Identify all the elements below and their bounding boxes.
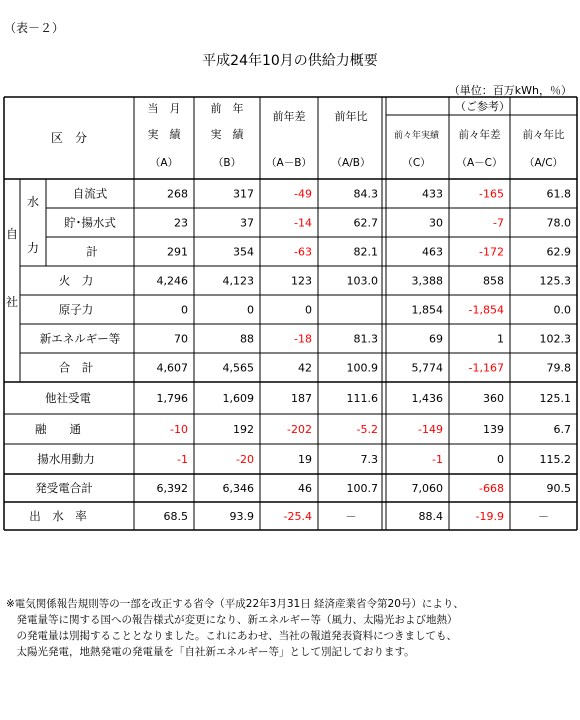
- row-label: 他社受電: [45, 391, 91, 405]
- table-cell: 360: [483, 392, 504, 405]
- table-cell: 90.5: [546, 482, 571, 495]
- row-label: 自流式: [72, 186, 108, 201]
- table-cell: 123: [291, 274, 312, 288]
- table-cell: -19.9: [475, 510, 504, 523]
- document-title: 平成24年10月の供給力概要: [202, 53, 378, 69]
- table-cell: 103.0: [346, 274, 378, 288]
- group-label-sui: 水: [26, 195, 40, 209]
- table-cell: 88: [240, 332, 254, 346]
- table-cell: -1: [432, 453, 443, 466]
- table-cell: 42: [298, 361, 312, 375]
- table-cell: 291: [167, 245, 188, 259]
- row-label: 貯･揚水式: [64, 215, 116, 230]
- table-cell: 68.5: [163, 510, 188, 523]
- table-cell: 111.6: [346, 392, 378, 405]
- table-cell: 1,796: [156, 392, 188, 405]
- table-cell: 1: [497, 332, 504, 346]
- table-cell: 46: [298, 482, 312, 495]
- table-cell: 433: [422, 187, 443, 201]
- row-label: 出 水 率: [29, 509, 87, 523]
- table-cell: 79.8: [546, 361, 571, 375]
- row-label: 新エネルギー等: [39, 331, 121, 346]
- table-cell: 62.9: [546, 245, 571, 259]
- table-cell: -14: [294, 216, 312, 230]
- row-label: 揚水用動力: [37, 452, 95, 466]
- row-label: 合 計: [58, 360, 94, 375]
- table-cell: 3,388: [411, 274, 443, 288]
- header-col-line3: （A－B）: [266, 157, 312, 169]
- table-cell: 7.3: [360, 453, 378, 466]
- header-col-line3: （B）: [212, 157, 242, 169]
- table-cell: -149: [418, 423, 443, 436]
- table-cell: 192: [233, 423, 254, 436]
- table-cell: 5,774: [411, 361, 443, 375]
- header-col-line1: 前々年比: [522, 129, 565, 141]
- footnote-line: 発電量等に関する国への報告様式が変更になり、新エネルギー等（風力、太陽光および地熱）: [6, 614, 458, 626]
- table-cell: 6,392: [156, 482, 188, 495]
- table-cell: 0: [181, 303, 188, 317]
- table-cell: -49: [294, 187, 312, 201]
- header-col-line1: 前々年差: [458, 129, 501, 141]
- table-cell: 187: [291, 392, 312, 405]
- table-cell: -1: [177, 453, 188, 466]
- table-cell: 0: [247, 303, 254, 317]
- table-cell: 4,246: [156, 274, 188, 288]
- row-label: 融 通: [35, 422, 81, 436]
- header-col-line3: （A－C）: [456, 157, 503, 169]
- table-cell: 0.0: [553, 303, 571, 317]
- header-sankou: （ご参考）: [455, 100, 510, 113]
- header-col-line3: （A/C）: [523, 157, 564, 169]
- header-col-line1: 当 月: [147, 102, 181, 115]
- table-cell: 1,609: [222, 392, 254, 405]
- table-cell: -18: [294, 332, 312, 346]
- table-cell: 61.8: [546, 187, 571, 201]
- table-cell: -5.2: [356, 423, 378, 436]
- footnote: [6, 596, 574, 660]
- row-label: 発受電合計: [35, 481, 93, 495]
- header-col-line3: （A/B）: [331, 157, 371, 169]
- table-cell: 78.0: [546, 216, 571, 230]
- table-cell: 4,565: [222, 361, 254, 375]
- group-label-ryoku: 力: [26, 241, 40, 255]
- table-label: （表－２）: [4, 21, 65, 35]
- table-cell: 139: [483, 423, 504, 436]
- table-cell: －: [345, 510, 357, 523]
- table-cell: 354: [233, 245, 254, 259]
- table-cell: 30: [429, 216, 443, 230]
- row-label: 計: [86, 244, 98, 259]
- table-cell: 62.7: [353, 216, 378, 230]
- table-cell: 6.7: [553, 423, 571, 436]
- group-label-jisha: 自: [5, 227, 19, 241]
- table-cell: -1,854: [468, 303, 504, 317]
- table-cell: 6,346: [222, 482, 254, 495]
- table-cell: 125.3: [539, 274, 571, 288]
- table-cell: -165: [479, 187, 504, 201]
- header-col-line3: （A）: [149, 157, 179, 169]
- table-cell: 463: [422, 245, 443, 259]
- footnote-line: の発電量は別掲することとなりました。これにあわせ、当社の報道発表資料につきましても、: [6, 630, 457, 642]
- header-col-line1: 前年差: [272, 110, 306, 123]
- table-cell: 1,854: [411, 303, 443, 317]
- table-cell: -20: [236, 453, 254, 466]
- table-cell: 7,060: [411, 482, 443, 495]
- table-cell: -172: [479, 245, 504, 259]
- table-cell: 317: [233, 187, 254, 201]
- table-cell: 4,123: [222, 274, 254, 288]
- table-cell: 268: [167, 187, 188, 201]
- table-cell: 1,436: [411, 392, 443, 405]
- table-cell: 115.2: [539, 453, 571, 466]
- table-cell: 70: [174, 332, 188, 346]
- row-label: 原子力: [58, 302, 94, 317]
- table-cell: -10: [170, 423, 188, 436]
- table-cell: -25.4: [283, 510, 312, 523]
- table-cell: 88.4: [418, 510, 443, 523]
- header-kubun: 区 分: [50, 131, 88, 145]
- header-col-line1: 前々年実績: [393, 131, 440, 141]
- table-cell: －: [538, 510, 549, 523]
- unit-note: （単位：百万kWh，％）: [448, 84, 572, 97]
- header-col-line3: （C）: [402, 157, 431, 169]
- table-cell: 102.3: [539, 332, 571, 346]
- row-label: 火 力: [58, 273, 94, 288]
- table-cell: -7: [493, 216, 504, 230]
- header-col-line2: 実 績: [147, 128, 181, 141]
- table-cell: 0: [305, 303, 312, 317]
- table-cell: 69: [429, 332, 443, 346]
- table-cell: -1,167: [468, 361, 504, 375]
- table-cell: 0: [497, 453, 504, 466]
- footnote-line: ※電気関係報告規則等の一部を改正する省令（平成22年3月31日 経済産業省令第20号）により、: [6, 598, 464, 610]
- table-cell: 125.1: [539, 392, 571, 405]
- table-cell: 100.9: [346, 361, 378, 375]
- table-cell: 84.3: [353, 187, 378, 201]
- table-cell: 19: [298, 453, 312, 466]
- table-cell: -202: [287, 423, 312, 436]
- table-cell: 82.1: [353, 245, 378, 259]
- table-cell: 858: [483, 274, 504, 288]
- table-cell: 100.7: [346, 482, 378, 495]
- table-cell: 4,607: [156, 361, 188, 375]
- table-cell: 23: [174, 216, 188, 230]
- table-cell: 93.9: [229, 510, 254, 523]
- table-cell: 37: [240, 216, 254, 230]
- table-cell: -668: [479, 482, 504, 495]
- footnote-line: 太陽光発電，地熱発電の発電量を「自社新エネルギー等」として別記しております。: [6, 646, 415, 658]
- header-col-line1: 前 年: [210, 102, 244, 115]
- header-col-line2: 実 績: [210, 128, 244, 141]
- table-cell: 81.3: [353, 332, 378, 346]
- header-col-line1: 前年比: [334, 110, 368, 123]
- group-label-jisha: 社: [5, 295, 19, 309]
- table-cell: -63: [294, 245, 312, 259]
